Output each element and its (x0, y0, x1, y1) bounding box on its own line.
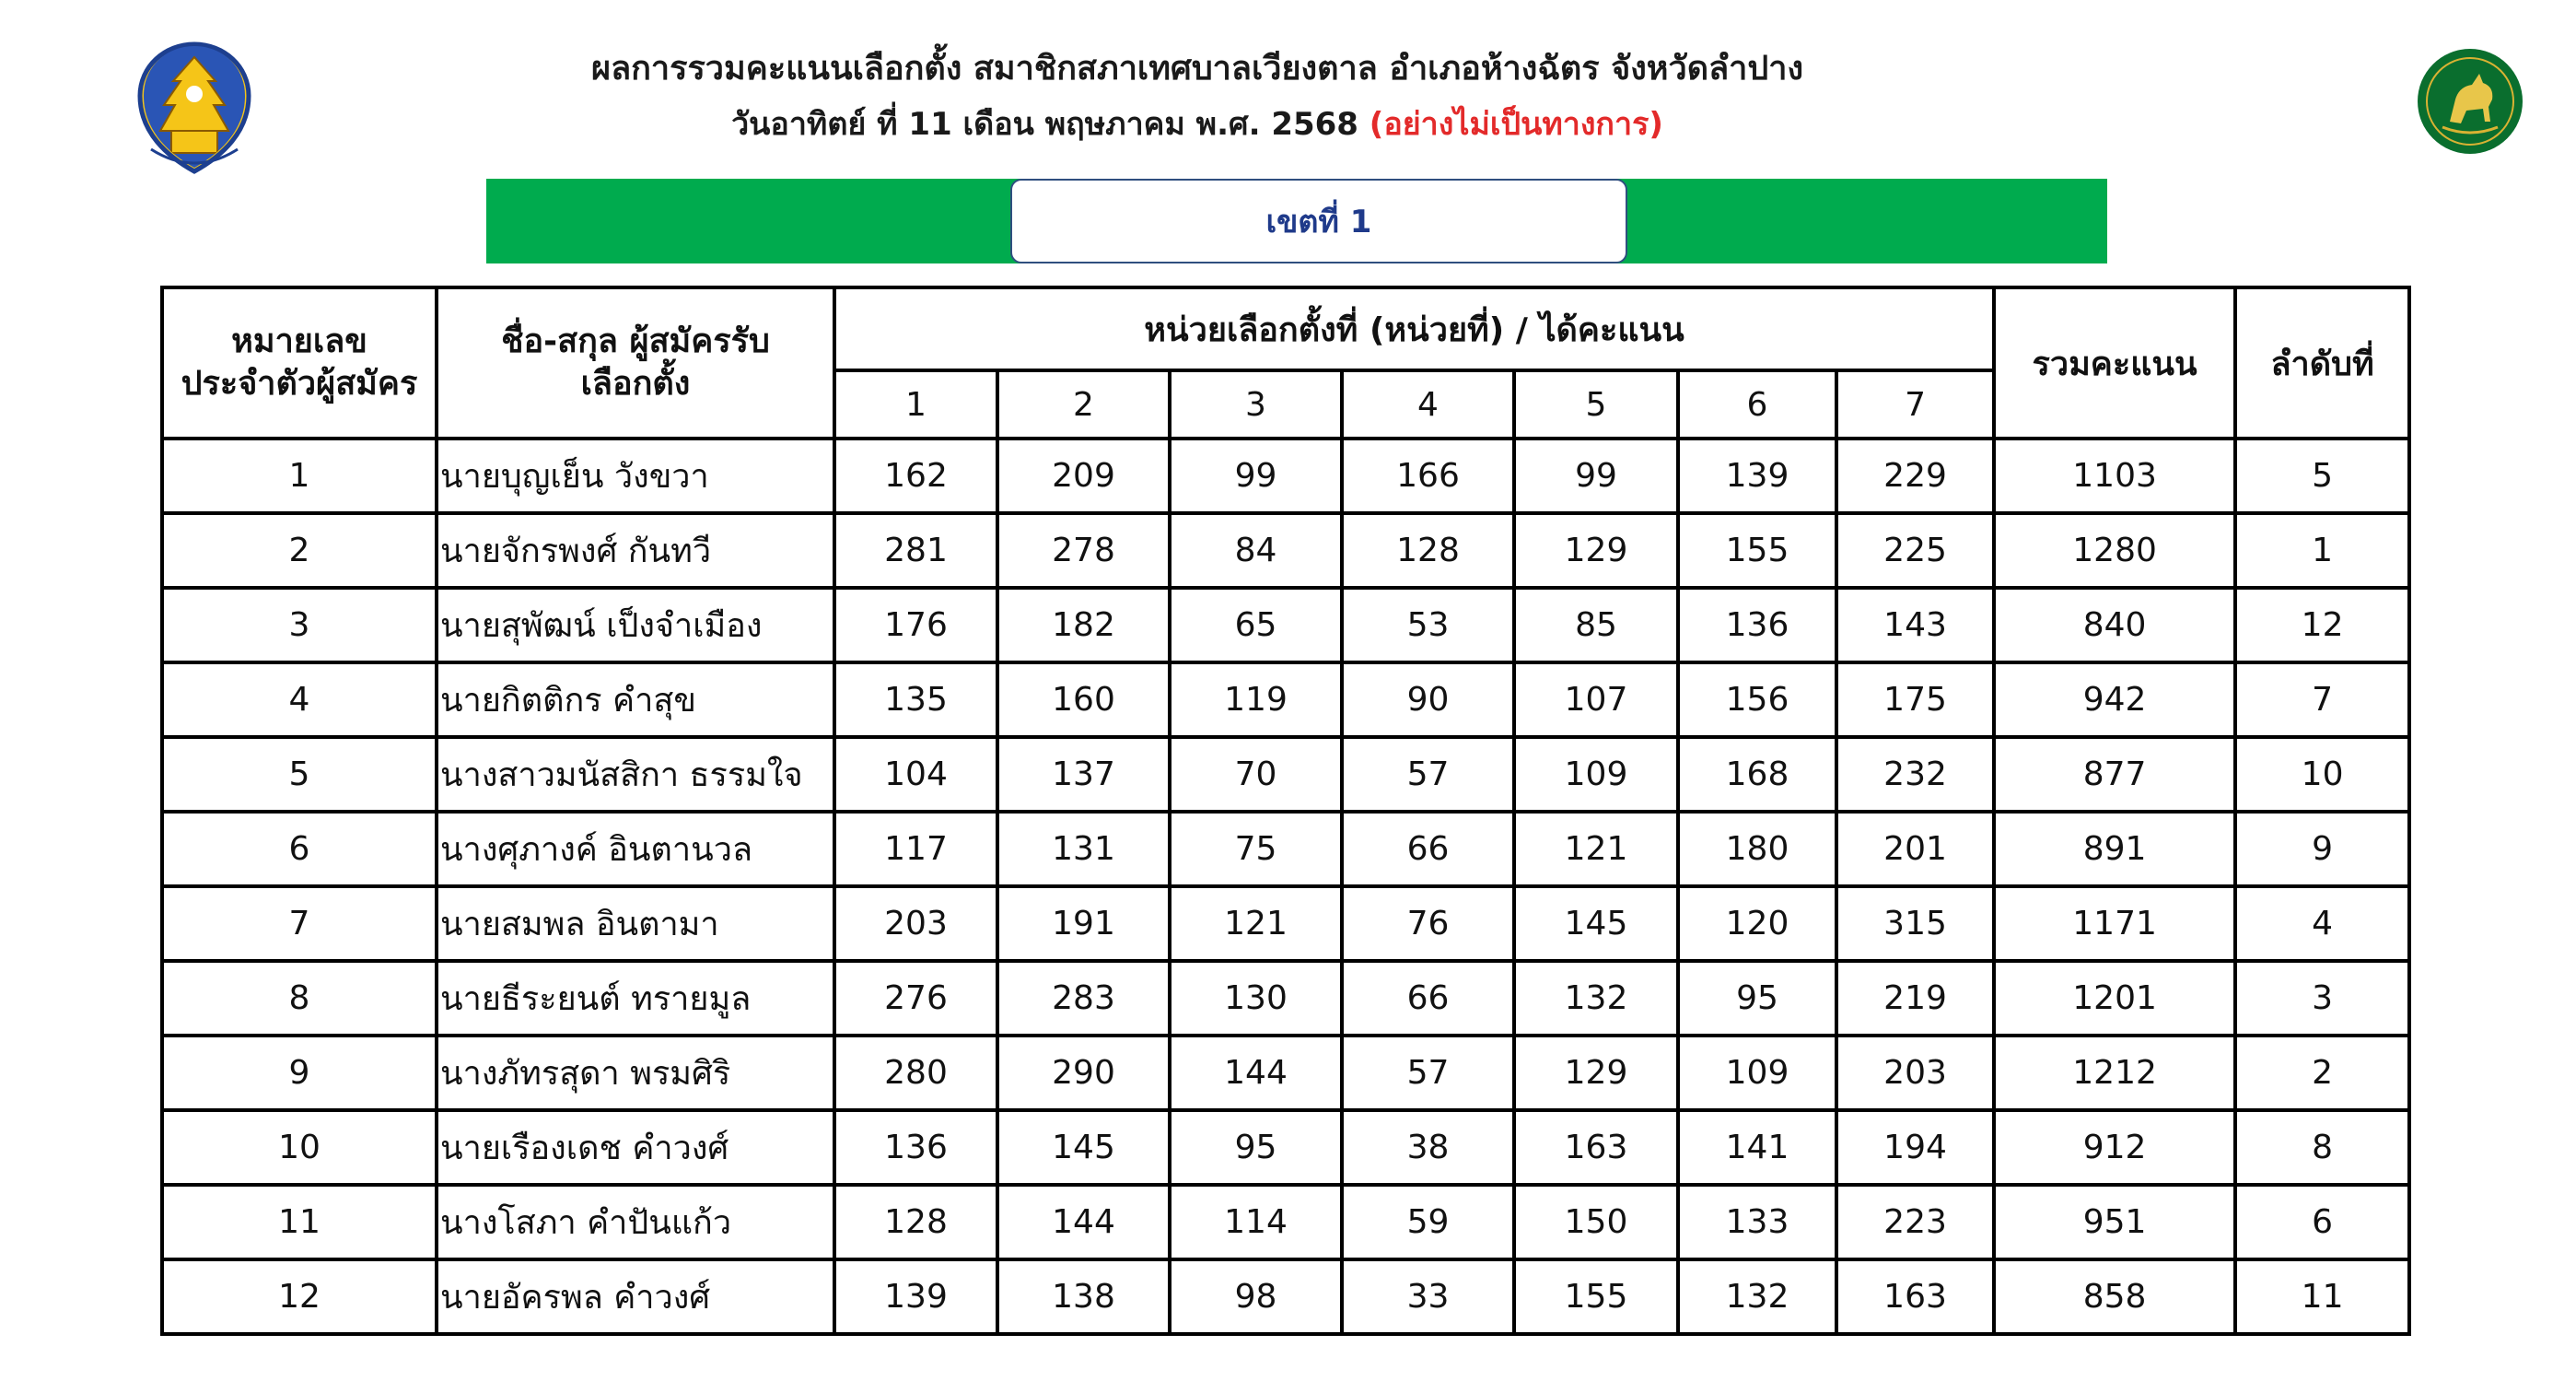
table-row (162, 588, 2409, 662)
table-row (162, 1036, 2409, 1110)
unit-score-cell: 160 (997, 662, 1170, 737)
rank-cell: 11 (2235, 1259, 2409, 1334)
unit-score-cell: 128 (834, 1185, 997, 1259)
table-row (162, 886, 2409, 961)
unit-header: 1 (834, 370, 997, 439)
unit-header: 6 (1678, 370, 1836, 439)
candidate-number-cell: 5 (162, 737, 437, 812)
header-text: เลือกตั้ง (580, 365, 691, 403)
total-score-cell: 840 (1994, 588, 2235, 662)
header-text: ชื่อ-สกุล ผู้สมัครรับ (501, 322, 770, 360)
unit-score-cell: 131 (997, 812, 1170, 886)
unit-score-cell: 280 (834, 1036, 997, 1110)
unit-score-cell: 155 (1678, 513, 1836, 588)
unit-score-cell: 109 (1678, 1036, 1836, 1110)
unit-score-cell: 57 (1342, 1036, 1514, 1110)
unit-header: 3 (1170, 370, 1342, 439)
unit-score-cell: 144 (1170, 1036, 1342, 1110)
rank-cell: 12 (2235, 588, 2409, 662)
unit-score-cell: 121 (1170, 886, 1342, 961)
total-score-cell: 1280 (1994, 513, 2235, 588)
unit-score-cell: 84 (1170, 513, 1342, 588)
unit-score-cell: 145 (1514, 886, 1678, 961)
table-row (162, 513, 2409, 588)
candidate-name-cell: นายจักรพงศ์ กันทวี (437, 513, 834, 588)
unit-score-cell: 66 (1342, 961, 1514, 1036)
unit-score-cell: 130 (1170, 961, 1342, 1036)
table-row (162, 812, 2409, 886)
election-commission-seal-icon (125, 39, 263, 177)
unit-score-cell: 138 (997, 1259, 1170, 1334)
total-score-cell: 942 (1994, 662, 2235, 737)
unit-header: 5 (1514, 370, 1678, 439)
unit-score-cell: 162 (834, 439, 997, 513)
unit-score-cell: 135 (834, 662, 997, 737)
unit-score-cell: 38 (1342, 1110, 1514, 1185)
unit-score-cell: 225 (1836, 513, 1994, 588)
unit-score-cell: 203 (834, 886, 997, 961)
unit-score-cell: 168 (1678, 737, 1836, 812)
rank-cell: 8 (2235, 1110, 2409, 1185)
unit-header: 2 (997, 370, 1170, 439)
table-row (162, 737, 2409, 812)
unit-score-cell: 141 (1678, 1110, 1836, 1185)
candidate-name-cell: นายเรืองเดช คำวงศ์ (437, 1110, 834, 1185)
candidate-number-cell: 8 (162, 961, 437, 1036)
unit-score-cell: 276 (834, 961, 997, 1036)
table-row (162, 439, 2409, 513)
rank-cell: 6 (2235, 1185, 2409, 1259)
unit-score-cell: 129 (1514, 1036, 1678, 1110)
unit-score-cell: 104 (834, 737, 997, 812)
unit-score-cell: 229 (1836, 439, 1994, 513)
rank-cell: 2 (2235, 1036, 2409, 1110)
unit-score-cell: 76 (1342, 886, 1514, 961)
total-score-cell: 877 (1994, 737, 2235, 812)
unit-score-cell: 66 (1342, 812, 1514, 886)
rank-cell: 4 (2235, 886, 2409, 961)
total-score-cell: 1212 (1994, 1036, 2235, 1110)
candidate-name-cell: นางสาวมนัสสิกา ธรรมใจ (437, 737, 834, 812)
rank-cell: 1 (2235, 513, 2409, 588)
green-horse-emblem-icon (2415, 46, 2525, 157)
results-body (162, 439, 2409, 1334)
candidate-name-cell: นายบุญเย็น วังขวา (437, 439, 834, 513)
unit-score-cell: 65 (1170, 588, 1342, 662)
election-date: วันอาทิตย์ ที่ 11 เดือน พฤษภาคม พ.ศ. 2568 (731, 106, 1370, 143)
candidate-name-header (437, 287, 834, 439)
unit-score-cell: 107 (1514, 662, 1678, 737)
table-row (162, 1185, 2409, 1259)
unit-score-cell: 166 (1342, 439, 1514, 513)
unit-score-cell: 180 (1678, 812, 1836, 886)
candidate-name-cell: นางศุภางค์ อินตานวล (437, 812, 834, 886)
unit-score-cell: 33 (1342, 1259, 1514, 1334)
total-score-cell: 1171 (1994, 886, 2235, 961)
unit-score-cell: 109 (1514, 737, 1678, 812)
unit-score-cell: 119 (1170, 662, 1342, 737)
total-header: รวมคะแนน (1994, 287, 2235, 439)
candidate-number-cell: 2 (162, 513, 437, 588)
unit-score-cell: 191 (997, 886, 1170, 961)
unit-score-cell: 219 (1836, 961, 1994, 1036)
unit-score-cell: 144 (997, 1185, 1170, 1259)
unit-score-cell: 132 (1514, 961, 1678, 1036)
total-score-cell: 912 (1994, 1110, 2235, 1185)
unit-score-cell: 278 (997, 513, 1170, 588)
candidate-number-cell: 9 (162, 1036, 437, 1110)
unit-score-cell: 137 (997, 737, 1170, 812)
candidate-name-cell: นายสมพล อินตามา (437, 886, 834, 961)
unit-score-cell: 143 (1836, 588, 1994, 662)
unit-score-cell: 99 (1170, 439, 1342, 513)
candidate-number-cell: 12 (162, 1259, 437, 1334)
polling-units-header: หน่วยเลือกตั้งที่ (หน่วยที่) / ได้คะแนน (834, 287, 1994, 370)
unit-score-cell: 163 (1514, 1110, 1678, 1185)
rank-cell: 7 (2235, 662, 2409, 737)
unit-score-cell: 129 (1514, 513, 1678, 588)
unit-score-cell: 232 (1836, 737, 1994, 812)
unit-score-cell: 194 (1836, 1110, 1994, 1185)
unit-score-cell: 59 (1342, 1185, 1514, 1259)
total-score-cell: 858 (1994, 1259, 2235, 1334)
unit-score-cell: 136 (834, 1110, 997, 1185)
page-subtitle (460, 97, 1934, 152)
rank-cell: 9 (2235, 812, 2409, 886)
rank-cell: 10 (2235, 737, 2409, 812)
candidate-number-cell: 1 (162, 439, 437, 513)
header-text: หมายเลข (231, 322, 367, 360)
unit-score-cell: 85 (1514, 588, 1678, 662)
candidate-name-cell: นางภัทรสุดา พรมศิริ (437, 1036, 834, 1110)
unit-score-cell: 281 (834, 513, 997, 588)
unit-score-cell: 139 (834, 1259, 997, 1334)
candidate-number-header (162, 287, 437, 439)
rank-cell: 3 (2235, 961, 2409, 1036)
candidate-name-cell: นางโสภา คำปันแก้ว (437, 1185, 834, 1259)
results-table (160, 286, 2411, 1336)
unit-score-cell: 283 (997, 961, 1170, 1036)
unit-score-cell: 90 (1342, 662, 1514, 737)
page-title: ผลการรวมคะแนนเลือกตั้ง สมาชิกสภาเทศบาลเวียงตาล อำเภอห้างฉัตร จังหวัดลำปาง (590, 50, 1804, 88)
unit-score-cell: 57 (1342, 737, 1514, 812)
candidate-name-cell: นายกิตติกร คำสุข (437, 662, 834, 737)
unit-score-cell: 155 (1514, 1259, 1678, 1334)
unit-score-cell: 132 (1678, 1259, 1836, 1334)
total-score-cell: 891 (1994, 812, 2235, 886)
header-text: ประจำตัวผู้สมัคร (181, 365, 418, 403)
unit-score-cell: 176 (834, 588, 997, 662)
unit-score-cell: 182 (997, 588, 1170, 662)
candidate-name-cell: นายธีระยนต์ ทรายมูล (437, 961, 834, 1036)
candidate-name-cell: นายอัครพล คำวงศ์ (437, 1259, 834, 1334)
unit-score-cell: 150 (1514, 1185, 1678, 1259)
total-score-cell: 1201 (1994, 961, 2235, 1036)
unit-header: 4 (1342, 370, 1514, 439)
table-row (162, 662, 2409, 737)
rank-cell: 5 (2235, 439, 2409, 513)
unit-score-cell: 175 (1836, 662, 1994, 737)
unit-score-cell: 136 (1678, 588, 1836, 662)
unit-score-cell: 120 (1678, 886, 1836, 961)
candidate-number-cell: 10 (162, 1110, 437, 1185)
total-score-cell: 951 (1994, 1185, 2235, 1259)
unit-score-cell: 223 (1836, 1185, 1994, 1259)
unit-score-cell: 53 (1342, 588, 1514, 662)
unit-score-cell: 98 (1170, 1259, 1342, 1334)
unit-score-cell: 117 (834, 812, 997, 886)
unit-score-cell: 133 (1678, 1185, 1836, 1259)
unit-score-cell: 95 (1170, 1110, 1342, 1185)
unit-score-cell: 203 (1836, 1036, 1994, 1110)
unit-score-cell: 315 (1836, 886, 1994, 961)
zone-label: เขตที่ 1 (1010, 179, 1627, 263)
total-score-cell: 1103 (1994, 439, 2235, 513)
unit-score-cell: 114 (1170, 1185, 1342, 1259)
unit-score-cell: 128 (1342, 513, 1514, 588)
table-row (162, 1259, 2409, 1334)
unit-score-cell: 201 (1836, 812, 1994, 886)
table-row (162, 1110, 2409, 1185)
rank-header: ลำดับที่ (2235, 287, 2409, 439)
header (460, 41, 1934, 152)
candidate-number-cell: 11 (162, 1185, 437, 1259)
unit-score-cell: 95 (1678, 961, 1836, 1036)
table-row (162, 961, 2409, 1036)
unit-header: 7 (1836, 370, 1994, 439)
unit-score-cell: 290 (997, 1036, 1170, 1110)
unit-score-cell: 209 (997, 439, 1170, 513)
unit-score-cell: 75 (1170, 812, 1342, 886)
unit-score-cell: 163 (1836, 1259, 1994, 1334)
unofficial-note: (อย่างไม่เป็นทางการ) (1369, 106, 1663, 143)
candidate-number-cell: 3 (162, 588, 437, 662)
unit-score-cell: 70 (1170, 737, 1342, 812)
candidate-number-cell: 7 (162, 886, 437, 961)
candidate-number-cell: 6 (162, 812, 437, 886)
unit-score-cell: 121 (1514, 812, 1678, 886)
unit-score-cell: 99 (1514, 439, 1678, 513)
unit-score-cell: 145 (997, 1110, 1170, 1185)
candidate-number-cell: 4 (162, 662, 437, 737)
unit-score-cell: 156 (1678, 662, 1836, 737)
unit-score-cell: 139 (1678, 439, 1836, 513)
candidate-name-cell: นายสุพัฒน์ เป็งจำเมือง (437, 588, 834, 662)
